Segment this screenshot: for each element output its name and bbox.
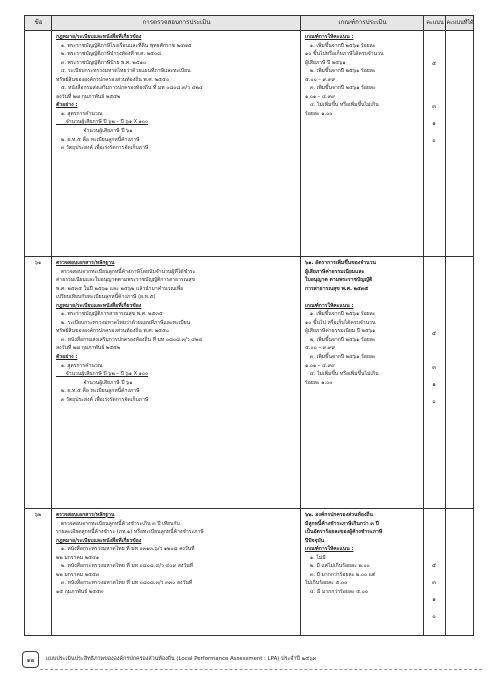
- text-line: เปรียบเทียบกับทะเบียนลูกหนี้ค้างภาษี (ผ.ท.๕): [56, 294, 156, 301]
- text-line: พ.ศ. ๒๕๓๕ ในปี ๒๕๖๑ และ ๒๕๖๒ แล้วนำมาคำนวณเพื่อ: [56, 285, 184, 292]
- text-line: เกณฑ์การให้คะแนน :: [305, 34, 354, 40]
- row1-criteria: [305, 33, 421, 118]
- score-value: ๕: [431, 331, 437, 337]
- text-line: ตรวจสอบจากทะเบียนลูกหนี้ค้างชำระเกิน ๓ ปี เทียบกับ: [56, 520, 180, 527]
- row-divider: [25, 256, 473, 257]
- text-line: ๑.๐๑ – ๔.๙๙: [305, 362, 335, 369]
- score-value: ๐: [432, 614, 436, 620]
- column-divider: [51, 16, 52, 635]
- text-line: มีลูกหนี้ค้างชำระภาษีเกินกว่า ๓ ปี: [305, 520, 379, 527]
- text-line: จำนวนผู้เสียภาษี ปี ๖๑: [56, 379, 133, 386]
- text-line: ๑. สูตรการคำนวณ: [56, 110, 103, 117]
- row-number: ๖๒: [34, 512, 42, 518]
- text-line: จำนวนผู้เสียภาษี ปี ๖๑: [56, 128, 133, 135]
- text-line: ๑. พระราชบัญญัติการสาธารณสุข พ.ศ. ๒๕๓๕: [56, 311, 163, 318]
- text-line: ๒๒ มกราคม ๒๕๕๓: [56, 571, 100, 578]
- row-divider: [25, 508, 473, 509]
- text-line: ๕.๐๐ – ๙.๙๙: [305, 345, 336, 352]
- row3-criteria: [305, 511, 421, 596]
- text-line: ตรวจสอบเอกสาร/หลักฐาน: [56, 260, 115, 266]
- text-line: ๒. เพิ่มขึ้นจากปี ๒๕๖๑ ร้อยละ: [305, 68, 376, 75]
- text-line: ๔. มี มากกว่าร้อยละ ๕.๐๐: [305, 588, 368, 595]
- text-line: ๓. หนังสือกรมส่งเสริมการปกครองท้องถิ่น ที่ มท ๐๘๐๘.๓/ว ๔๒๔: [56, 336, 203, 343]
- text-line: ๑. พระราชบัญญัติภาษีโรงเรือนและที่ดิน พุทธศักราช ๒๔๗๕: [56, 42, 192, 49]
- text-line: ๒. ผ.ท.๕ คือ ทะเบียนลูกหนี้ค้างภาษี: [56, 388, 140, 395]
- text-line: ทรัพย์สินขององค์กรปกครองส่วนท้องถิ่น พ.ศ. ๒๕๕๐: [56, 328, 170, 335]
- text-line: ๓. พระราชบัญญัติภาษีป้าย พ.ศ. ๒๕๑๐: [56, 59, 146, 66]
- text-line: ๖๑. อัตราการเพิ่มขึ้นของจำนวน: [305, 260, 376, 266]
- text-line: ร้อยละ ๑.๐๐: [305, 379, 333, 386]
- header-no: ข้อ: [34, 19, 43, 26]
- text-line: ผู้เสียภาษีค่าธรรมเนียม ปี ๒๕๖๑: [305, 328, 376, 335]
- text-line: ปีปัจจุบัน: [305, 537, 325, 544]
- text-line: ๑๕ กุมภาพันธ์ ๒๕๕๓: [56, 588, 104, 595]
- text-line: ๒. ผ.ท.๕ คือ ทะเบียนลูกหนี้ค้างภาษี: [56, 136, 140, 143]
- score-value: ๑: [432, 597, 436, 603]
- score-value: ๕: [431, 61, 437, 67]
- score-value: ๐: [432, 138, 436, 144]
- text-line: การสาธารณสุข พ.ศ. ๒๕๓๕: [305, 285, 369, 292]
- row2-items: [56, 259, 298, 404]
- score-value: ๑: [432, 382, 436, 388]
- text-line: กฎหมาย/ระเบียบและหนังสือที่เกี่ยวข้อง: [56, 34, 142, 40]
- text-line: ๒. ระเบียบกระทรวงมหาดไทยว่าด้วยแผนที่ภาษีและทะเบียน: [56, 319, 191, 326]
- score-value: ๓: [432, 365, 436, 371]
- table-header: [25, 16, 473, 30]
- page-footer: [22, 650, 472, 670]
- text-line: ๑๐ ขึ้นไป หรือเก็บได้ครบจำนวน: [305, 319, 376, 326]
- page-number-badge: ๑๒: [22, 651, 39, 668]
- text-line: ๑.๐๑ – ๔.๙๙: [305, 93, 335, 100]
- text-line: ๑. สูตรการคำนวณ: [56, 362, 103, 369]
- text-line: ๔. ไม่เพิ่มขึ้น หรือเพิ่มขึ้นไม่เกิน: [305, 371, 379, 378]
- text-line: ตรวจสอบเอกสาร/หลักฐาน: [56, 512, 115, 518]
- text-line: ตัวอย่าง :: [56, 102, 78, 109]
- text-line: กฎหมาย/ระเบียบและหนังสือที่เกี่ยวข้อง: [56, 537, 142, 544]
- score-value: ๕: [431, 563, 437, 569]
- score-value: ๐: [432, 399, 436, 405]
- row-divider: [25, 30, 473, 31]
- header-criteria: เกณฑ์การประเมิน: [338, 19, 387, 26]
- header-items: การตรวจสอบการประเมิน: [142, 19, 211, 26]
- text-line: กฎหมาย/ระเบียบและหนังสือที่เกี่ยวข้อง: [56, 302, 142, 309]
- header-score: คะแนน: [426, 20, 444, 26]
- text-line: ร้อยละ ๑.๐๐: [305, 110, 333, 117]
- text-line: ๕. หนังสือกรมส่งเสริมการปกครองท้องถิ่น ที่ มท ๐๘๐๘.๓/ว ๔๒๔: [56, 85, 203, 92]
- text-line: ๒. มี แต่ไม่เกินร้อยละ ๒.๐๐: [305, 563, 370, 570]
- score-value: ๓: [432, 580, 436, 586]
- text-line: [305, 293, 421, 302]
- footer-divider: [40, 669, 482, 670]
- text-line: ค่าธรรมเนียมและใบอนุญาตตามพระราชบัญญัติการสาธารณสุข: [56, 277, 195, 284]
- score-value: ๓: [432, 104, 436, 110]
- text-line: ๓ วัตถุประสงค์ เพื่อเร่งรัดการจัดเก็บภาษี: [56, 396, 149, 403]
- text-line: ๓. เพิ่มขึ้นจากปี ๒๕๖๑ ร้อยละ: [305, 85, 376, 92]
- text-line: ไม่เกินร้อยละ ๕.๐๐: [305, 580, 348, 587]
- text-line: ๑. เพิ่มขึ้นจากปี ๒๕๖๑ ร้อยละ: [305, 311, 376, 318]
- score-value: ๑: [432, 121, 436, 127]
- text-line: จำนวนผู้เสียภาษี ปี ๖๒ – ปี ๖๑ X ๑๐๐: [56, 371, 149, 378]
- text-line: ๕.๐๐ – ๙.๙๙: [305, 76, 336, 83]
- text-line: ๒. หนังสือกระทรวงมหาดไทย ที่ มท ๐๘๐๘.๔/ว ๔๐๙ ลงวันที่: [56, 563, 194, 570]
- text-line: ตัวอย่าง :: [56, 354, 78, 361]
- text-line: ๑๐ ขึ้นไปหรือเก็บภาษีได้ครบจำนวน: [305, 51, 384, 58]
- text-line: ผู้เสียภาษี ปี ๒๕๖๑: [305, 59, 346, 66]
- text-line: ๓ วัตถุประสงค์ เพื่อเร่งรัดการจัดเก็บภาษี: [56, 145, 149, 152]
- assessment-table: [24, 15, 474, 636]
- text-line: รายละเอียดลูกหนี้ค้างชำระ (ภท.๑) หรือทะเบียนลูกหนี้ค้างชำระภาษี: [56, 529, 204, 536]
- header-score-got: คะแนนที่ได้: [446, 20, 474, 26]
- text-line: ๑. ไม่มี: [305, 554, 326, 561]
- text-line: ๒. พระราชบัญญัติภาษีบำรุงท้องที่ พ.ศ. ๒๕๐๘: [56, 51, 162, 58]
- text-line: ๔. ไม่เพิ่มขึ้น หรือเพิ่มขึ้นไม่เกิน: [305, 102, 379, 109]
- text-line: เกณฑ์การให้คะแนน :: [305, 302, 354, 309]
- text-line: ๓. หนังสือกระทรวงมหาดไทย ที่ มท ๐๘๐๘.๓/ว ๓๓๐ ลงวันที่: [56, 580, 193, 587]
- text-line: ใบอนุญาต ตามพระราชบัญญัติ: [305, 277, 373, 284]
- text-line: ผู้เสียภาษีค่าธรรมเนียมและ: [305, 268, 365, 275]
- footer-title: แบบประเมินประสิทธิภาพขององค์กรปกครองส่วนท้องถิ่น (Local Performance Assessment : LPA) ประจำปี ๒๕๖๓: [46, 656, 317, 662]
- text-line: ๓. เพิ่มขึ้นจากปี ๒๕๖๑ ร้อยละ: [305, 354, 376, 361]
- text-line: ๒. เพิ่มขึ้นจากปี ๒๕๖๑ ร้อยละ: [305, 336, 376, 343]
- text-line: ตรวจสอบจากทะเบียนลูกหนี้ค้างภาษีโดยนับจำนวนผู้ที่ได้ชำระ: [56, 268, 196, 275]
- text-line: ๖๒. องค์กรปกครองส่วนท้องถิ่น: [305, 512, 374, 518]
- text-line: จำนวนผู้เสียภาษี ปี ๖๒ – ปี ๖๑ X ๑๐๐: [56, 119, 149, 126]
- row1-items: [56, 33, 298, 153]
- text-line: ๑. เพิ่มขึ้นจากปี ๒๕๖๑ ร้อยละ: [305, 42, 376, 49]
- text-line: เกณฑ์การให้คะแนน :: [305, 546, 354, 553]
- text-line: เป็นอัตราร้อยละของผู้ค้างชำระภาษี: [305, 529, 383, 536]
- text-line: ๒๒ มกราคม ๒๕๔๑: [56, 554, 100, 561]
- text-line: ๑. หนังสือกระทรวงมหาดไทย ที่ มท ๐๓๑๓.๖/ว ๑๒๐๘ ลงวันที่: [56, 546, 195, 553]
- row2-criteria: [305, 259, 421, 387]
- text-line: ลงวันที่ ๒๗ กุมภาพันธ์ ๒๕๕๒: [56, 345, 121, 352]
- text-line: ทรัพย์สินขององค์กรปกครองส่วนท้องถิ่น พ.ศ. ๒๕๕๐: [56, 76, 170, 83]
- text-line: ๓. มี มากกว่าร้อยละ ๒.๐๐ แต่: [305, 571, 376, 578]
- column-divider: [445, 16, 446, 635]
- text-line: ๔. ระเบียบกระทรวงมหาดไทยว่าด้วยแผนที่ภาษีและทะเบียน: [56, 68, 191, 75]
- column-divider: [300, 16, 301, 635]
- text-line: ลงวันที่ ๒๗ กุมภาพันธ์ ๒๕๕๒: [56, 93, 121, 100]
- row-number: ๖๑: [34, 260, 42, 266]
- row3-items: [56, 511, 298, 596]
